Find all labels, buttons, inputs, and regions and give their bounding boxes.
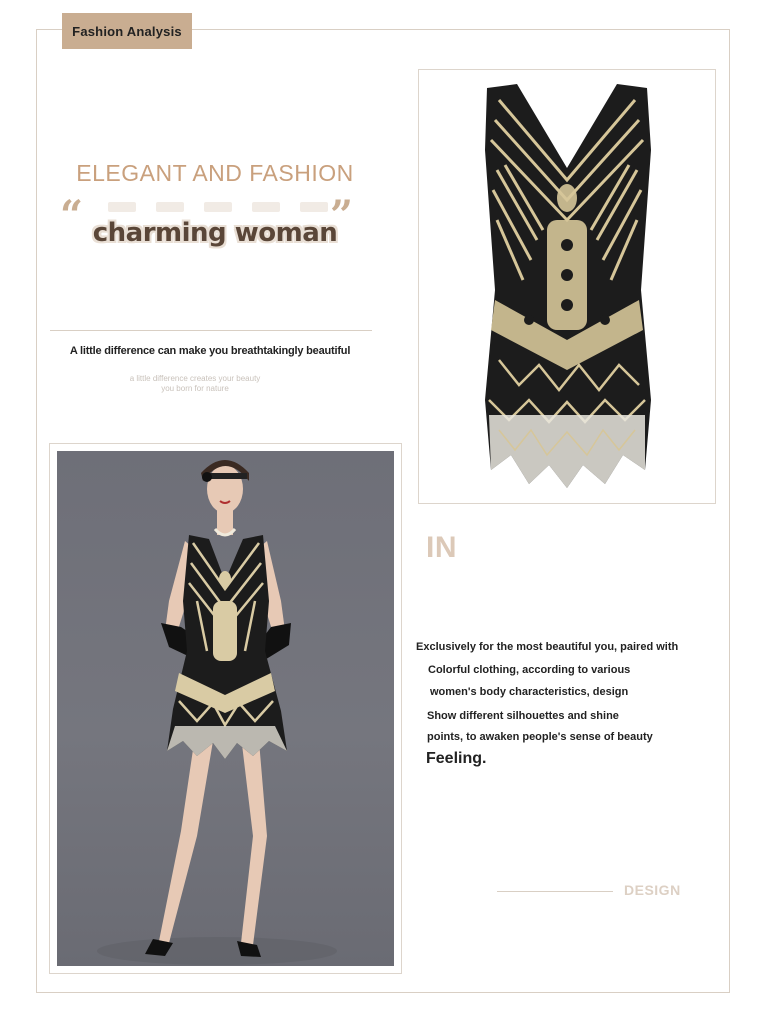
model-photo — [49, 443, 402, 974]
body-line-6: Feeling. — [426, 750, 487, 767]
section-tag: Fashion Analysis — [62, 13, 192, 49]
divider-line — [50, 330, 372, 331]
body-line-5: points, to awaken people's sense of beauty — [427, 731, 653, 743]
decorative-dashes — [108, 202, 328, 214]
hero-headline: ELEGANT AND FASHION — [76, 160, 354, 186]
quote-close-icon: ” — [330, 192, 354, 239]
body-line-1: Exclusively for the most beautiful you, paired with — [416, 641, 679, 653]
section-title: IN — [426, 531, 457, 564]
footer-divider — [497, 891, 613, 892]
dress-illustration — [419, 70, 715, 503]
body-line-3: women's body characteristics, design — [430, 686, 629, 698]
faint-line-2: you born for nature — [161, 384, 229, 393]
body-line-2: Colorful clothing, according to various — [428, 664, 631, 676]
faint-caption — [100, 374, 290, 394]
footer-label: DESIGN — [624, 882, 681, 898]
body-line-4: Show different silhouettes and shine — [427, 710, 619, 722]
model-photo-backdrop — [57, 451, 394, 966]
faint-line-1: a little difference creates your beauty — [129, 374, 261, 383]
quote-open-icon: “ — [60, 192, 84, 239]
tagline: A little difference can make you breathtakingly beautiful — [69, 345, 351, 357]
hero-subhead: charming woman — [92, 218, 338, 248]
product-photo — [418, 69, 716, 504]
model-illustration — [57, 451, 394, 966]
